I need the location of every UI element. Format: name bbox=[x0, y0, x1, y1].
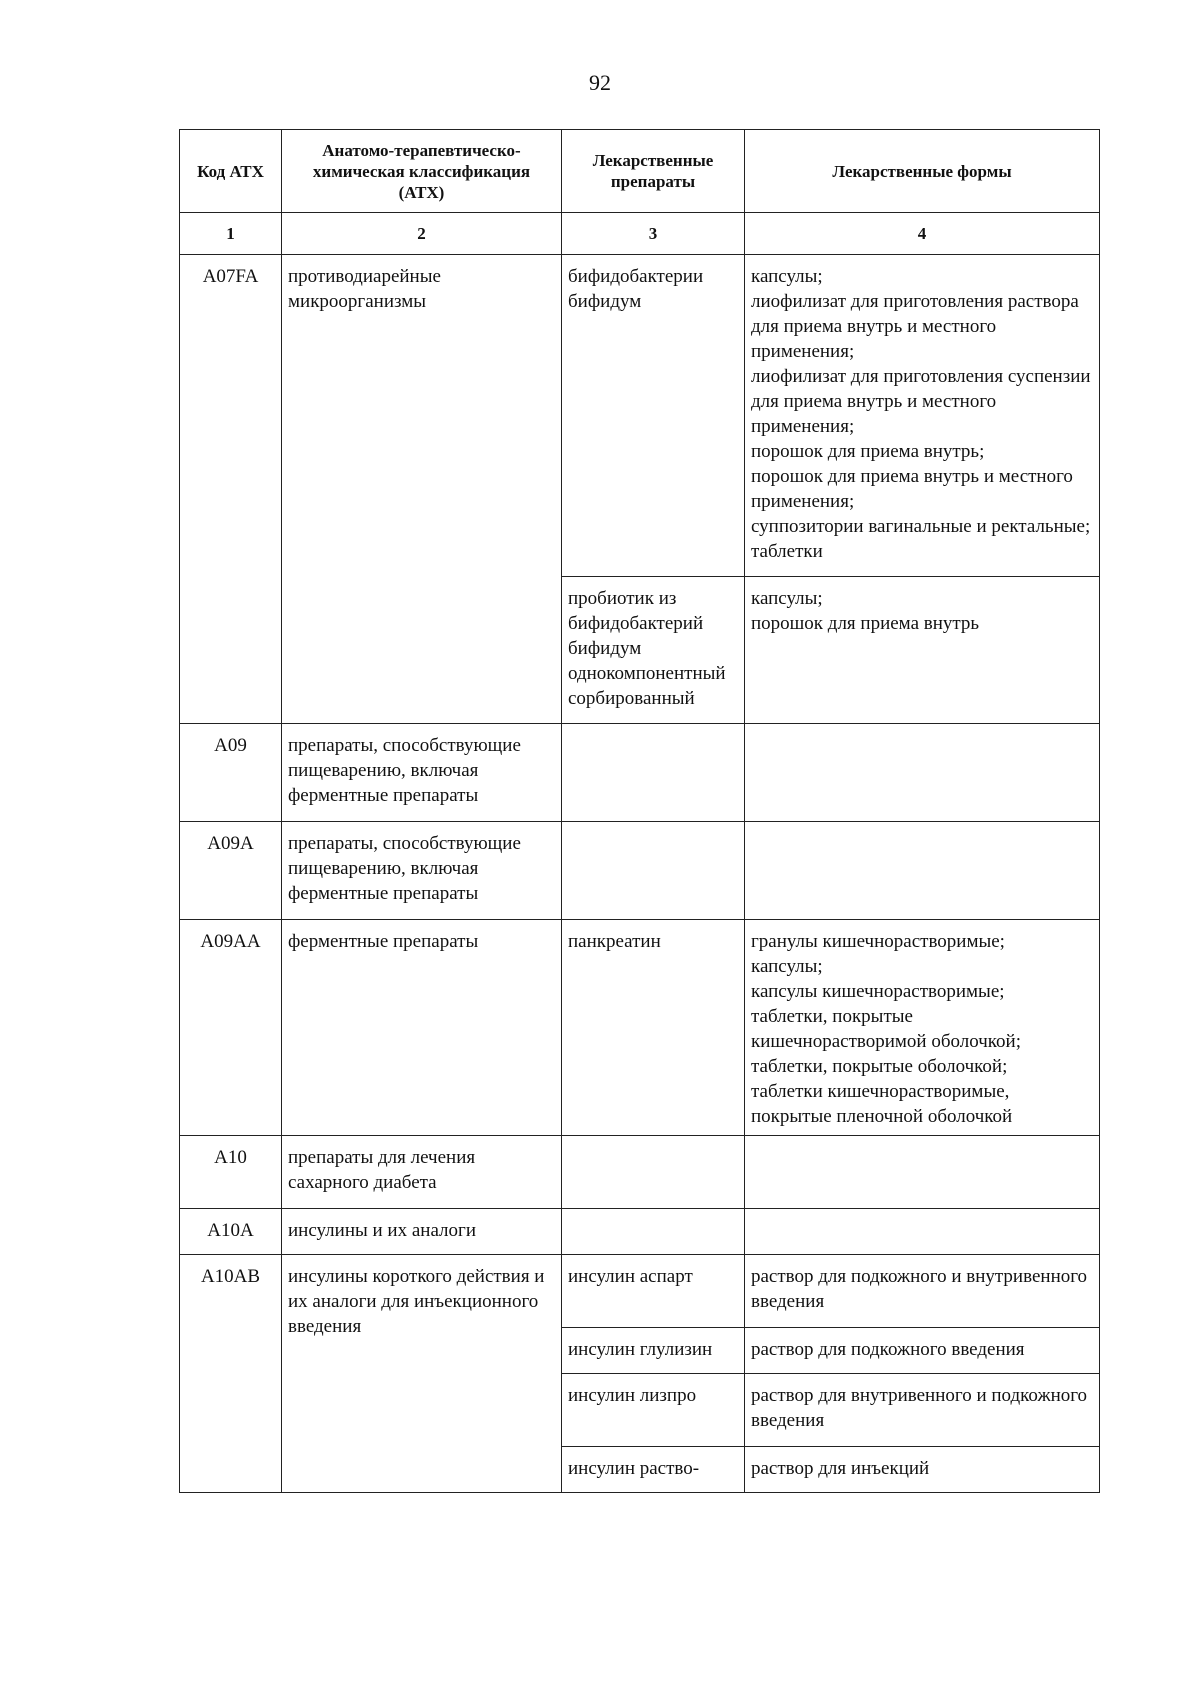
atx-classification: противодиарейные микроорганизмы bbox=[282, 255, 562, 724]
dosage-form: таблетки кишечнорастворимые, покрытые пленочной оболочкой bbox=[751, 1081, 1013, 1127]
dosage-forms bbox=[745, 822, 1100, 920]
atx-code: A07FA bbox=[180, 255, 282, 724]
atx-classification: препараты, способствующие пищеварению, включая ферментные препараты bbox=[282, 822, 562, 920]
atx-table bbox=[179, 129, 1100, 1493]
table-row bbox=[180, 255, 1100, 577]
dosage-form: таблетки, покрытые оболочкой; bbox=[751, 1056, 1008, 1077]
page-number: 92 bbox=[589, 70, 611, 95]
atx-code: A09A bbox=[180, 822, 282, 920]
drug-name: панкреатин bbox=[562, 920, 745, 1136]
header-forms: Лекарственные формы bbox=[745, 130, 1100, 213]
dosage-forms bbox=[745, 1136, 1100, 1209]
column-number: 2 bbox=[282, 213, 562, 255]
dosage-forms bbox=[745, 255, 1100, 577]
dosage-form: суппозитории вагинальные и ректальные; bbox=[751, 516, 1091, 537]
atx-code: A10A bbox=[180, 1209, 282, 1255]
header-classification: Анатомо-терапевтическо-химическая классификация (АТХ) bbox=[282, 130, 562, 213]
dosage-form: гранулы кишечнорастворимые; bbox=[751, 931, 1005, 952]
dosage-forms bbox=[745, 920, 1100, 1136]
column-number: 4 bbox=[745, 213, 1100, 255]
atx-code: A09 bbox=[180, 724, 282, 822]
table-row bbox=[180, 920, 1100, 1136]
atx-classification: препараты для лечения сахарного диабета bbox=[282, 1136, 562, 1209]
table-row bbox=[180, 1209, 1100, 1255]
atx-classification: инсулины и их аналоги bbox=[282, 1209, 562, 1255]
dosage-forms bbox=[745, 1209, 1100, 1255]
header-code: Код АТХ bbox=[180, 130, 282, 213]
atx-code: A10 bbox=[180, 1136, 282, 1209]
dosage-form: капсулы кишечнорастворимые; bbox=[751, 981, 1005, 1002]
drug-name bbox=[562, 1136, 745, 1209]
atx-classification: ферментные препараты bbox=[282, 920, 562, 1136]
atx-classification: препараты, способствующие пищеварению, включая ферментные препараты bbox=[282, 724, 562, 822]
dosage-forms: раствор для внутривенного и подкожного введения bbox=[745, 1374, 1100, 1447]
dosage-forms: раствор для подкожного введения bbox=[745, 1328, 1100, 1374]
dosage-form: капсулы; bbox=[751, 266, 823, 287]
dosage-form: капсулы; bbox=[751, 588, 823, 609]
column-number: 3 bbox=[562, 213, 745, 255]
header-drugs: Лекарственные препараты bbox=[562, 130, 745, 213]
dosage-form: таблетки, покрытые кишечнорастворимой оболочкой; bbox=[751, 1006, 1022, 1052]
table-row bbox=[180, 1255, 1100, 1328]
dosage-form: порошок для приема внутрь bbox=[751, 613, 980, 634]
drug-name: инсулин раство- bbox=[562, 1447, 745, 1493]
drug-name bbox=[562, 822, 745, 920]
drug-name: пробиотик из бифидобактерий бифидум однокомпонентный сорбированный bbox=[562, 577, 745, 724]
dosage-forms bbox=[745, 724, 1100, 822]
dosage-form: порошок для приема внутрь и местного применения; bbox=[751, 466, 1073, 512]
drug-name: инсулин лизпро bbox=[562, 1374, 745, 1447]
atx-classification: инсулины короткого действия и их аналоги для инъекционного введения bbox=[282, 1255, 562, 1493]
column-number: 1 bbox=[180, 213, 282, 255]
atx-code: A09AA bbox=[180, 920, 282, 1136]
drug-name: инсулин аспарт bbox=[562, 1255, 745, 1328]
column-number-row bbox=[180, 213, 1100, 255]
drug-name bbox=[562, 724, 745, 822]
dosage-forms: раствор для подкожного и внутривенного введения bbox=[745, 1255, 1100, 1328]
dosage-form: порошок для приема внутрь; bbox=[751, 441, 985, 462]
dosage-form: лиофилизат для приготовления суспензии для приема внутрь и местного применения; bbox=[751, 366, 1091, 437]
table-row bbox=[180, 1136, 1100, 1209]
dosage-form: капсулы; bbox=[751, 956, 823, 977]
dosage-form: таблетки bbox=[751, 541, 823, 562]
drug-name: инсулин глулизин bbox=[562, 1328, 745, 1374]
dosage-forms bbox=[745, 577, 1100, 724]
drug-name bbox=[562, 1209, 745, 1255]
drug-name: бифидобактерии бифидум bbox=[562, 255, 745, 577]
table-row bbox=[180, 724, 1100, 822]
header-row bbox=[180, 130, 1100, 213]
table-row bbox=[180, 822, 1100, 920]
atx-code: A10AB bbox=[180, 1255, 282, 1493]
dosage-form: лиофилизат для приготовления раствора для приема внутрь и местного применения; bbox=[751, 291, 1079, 362]
dosage-forms: раствор для инъекций bbox=[745, 1447, 1100, 1493]
